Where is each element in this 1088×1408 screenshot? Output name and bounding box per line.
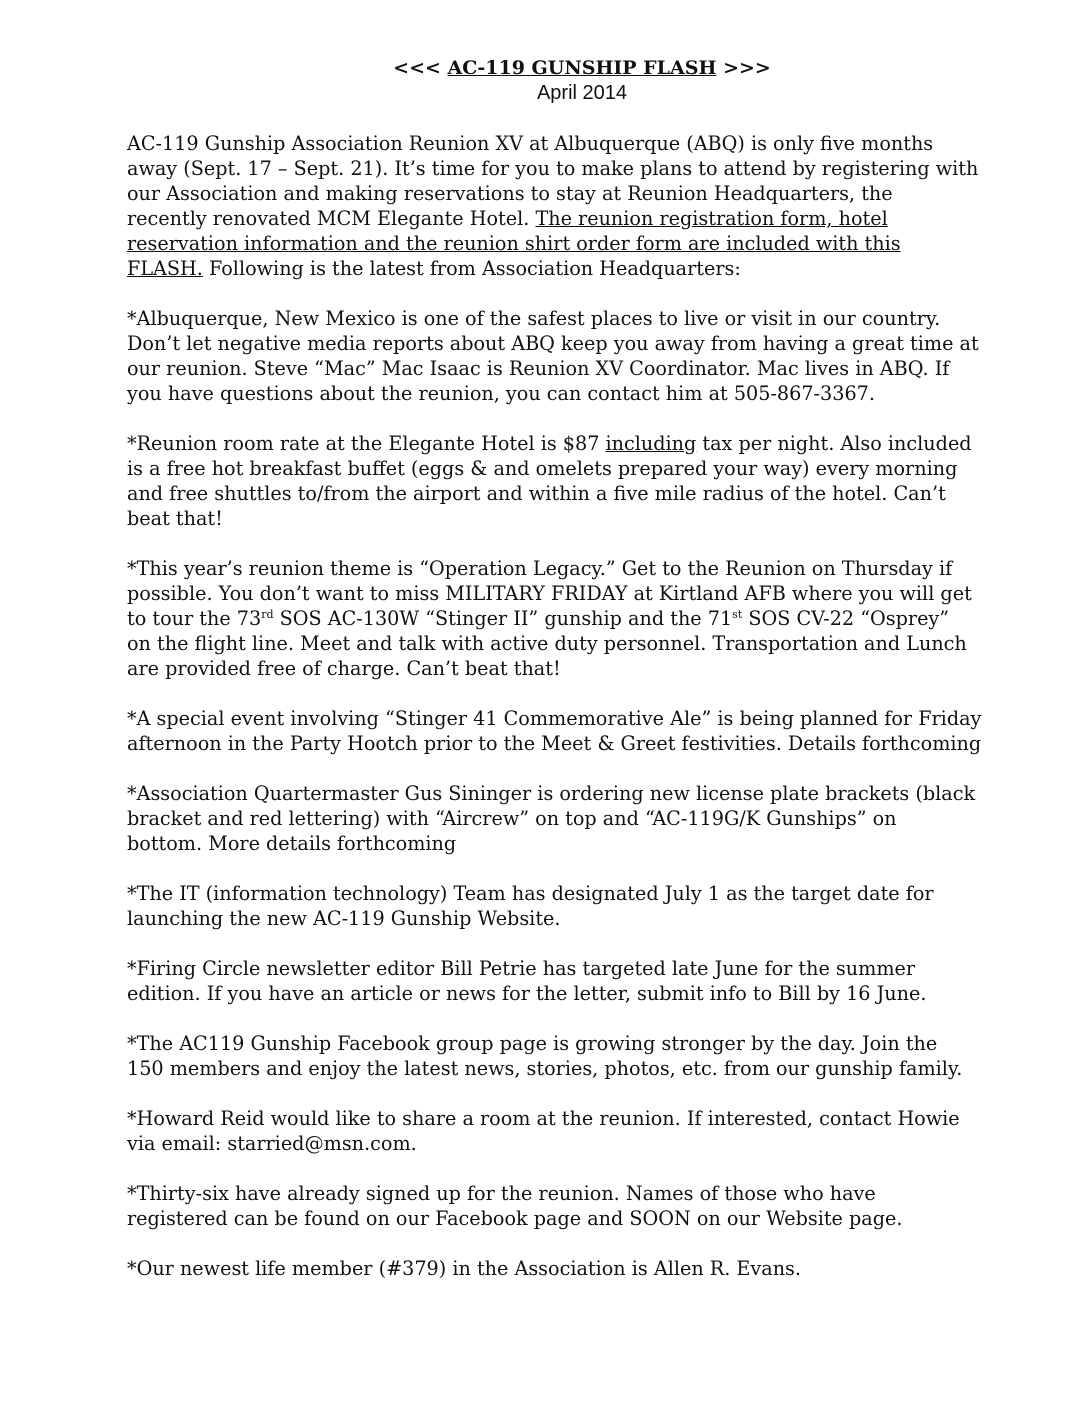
item-line: beat that!	[127, 507, 223, 530]
item-underlined-text: including	[605, 432, 697, 455]
item-signups	[127, 1181, 1037, 1231]
intro-text: recently renovated MCM Elegante Hotel.	[127, 207, 536, 230]
intro-underlined-text: The reunion registration form, hotel	[535, 207, 888, 230]
item-line: afternoon in the Party Hootch prior to the Meet & Greet festivities. Details forthcoming	[127, 732, 982, 755]
item-line: *The AC119 Gunship Facebook group page is growing stronger by the day. Join the	[127, 1032, 938, 1055]
item-room-rate	[127, 431, 1037, 531]
title-main: AC-119 GUNSHIP FLASH	[447, 57, 717, 79]
item-text: to tour the 73	[127, 607, 262, 630]
intro-underlined-text: FLASH.	[127, 257, 203, 280]
item-text: tax per night. Also included	[696, 432, 972, 455]
item-line: *This year’s reunion theme is “Operation Legacy.” Get to the Reunion on Thursday if	[127, 557, 953, 580]
item-line: *The IT (information technology) Team has designated July 1 as the target date for	[127, 882, 934, 905]
item-line: *Albuquerque, New Mexico is one of the safest places to live or visit in our country.	[127, 307, 941, 330]
item-text: *Reunion room rate at the Elegante Hotel is $87	[127, 432, 606, 455]
item-line: *Thirty-six have already signed up for the reunion. Names of those who have	[127, 1182, 876, 1205]
title-suffix: >>>	[716, 57, 771, 79]
item-line	[127, 431, 1037, 456]
item-line: *Our newest life member (#379) in the Association is Allen R. Evans.	[127, 1257, 802, 1280]
item-website	[127, 881, 1037, 931]
item-line: bracket and red lettering) with “Aircrew” on top and “AC-119G/K Gunships” on	[127, 807, 897, 830]
item-line: you have questions about the reunion, you can contact him at 505-867-3367.	[127, 382, 875, 405]
newsletter-page	[127, 56, 1037, 1306]
item-line	[127, 606, 1037, 631]
item-commemorative-ale	[127, 706, 1037, 756]
item-license-plates	[127, 781, 1037, 856]
intro-text: Following is the latest from Association Headquarters:	[202, 257, 741, 280]
item-line: our reunion. Steve “Mac” Mac Isaac is Reunion XV Coordinator. Mac lives in ABQ. If	[127, 357, 950, 380]
intro-line: AC-119 Gunship Association Reunion XV at Albuquerque (ABQ) is only five months	[127, 132, 934, 155]
intro-line: away (Sept. 17 – Sept. 21). It’s time for you to make plans to attend by registering with	[127, 157, 979, 180]
item-text: SOS AC-130W “Stinger II” gunship and the 71	[273, 607, 733, 630]
intro-line: reservation information and the reunion shirt order form are included with this	[127, 232, 901, 255]
item-line: *A special event involving “Stinger 41 Commemorative Ale” is being planned for Friday	[127, 707, 982, 730]
intro-line	[127, 256, 1037, 281]
item-line: *Association Quartermaster Gus Sininger is ordering new license plate brackets (black	[127, 782, 976, 805]
item-room-share	[127, 1106, 1037, 1156]
item-line: *Howard Reid would like to share a room at the reunion. If interested, contact Howie	[127, 1107, 960, 1130]
item-line: bottom. More details forthcoming	[127, 832, 457, 855]
item-line: possible. You don’t want to miss MILITARY FRIDAY at Kirtland AFB where you will get	[127, 582, 972, 605]
item-line: and free shuttles to/from the airport and within a five mile radius of the hotel. Can’t	[127, 482, 946, 505]
item-reunion-theme	[127, 556, 1037, 681]
item-line: are provided free of charge. Can’t beat that!	[127, 657, 561, 680]
item-newsletter	[127, 956, 1037, 1006]
item-line: *Firing Circle newsletter editor Bill Petrie has targeted late June for the summer	[127, 957, 916, 980]
ordinal-suffix: rd	[261, 608, 274, 621]
title-prefix: <<<	[393, 57, 448, 79]
item-line: 150 members and enjoy the latest news, stories, photos, etc. from our gunship family.	[127, 1057, 963, 1080]
item-life-member	[127, 1256, 1037, 1281]
item-line: registered can be found on our Facebook page and SOON on our Website page.	[127, 1207, 903, 1230]
item-line: edition. If you have an article or news for the letter, submit info to Bill by 16 June.	[127, 982, 927, 1005]
newsletter-header	[127, 56, 1037, 106]
intro-line: our Association and making reservations to stay at Reunion Headquarters, the	[127, 182, 893, 205]
ordinal-suffix: st	[732, 608, 743, 621]
newsletter-title	[127, 56, 1037, 81]
item-text: SOS CV-22 “Osprey”	[742, 607, 950, 630]
intro-line	[127, 206, 1037, 231]
item-line: on the flight line. Meet and talk with active duty personnel. Transportation and Lunch	[127, 632, 967, 655]
item-line: Don’t let negative media reports about ABQ keep you away from having a great time at	[127, 332, 979, 355]
item-line: via email: starried@msn.com.	[127, 1132, 417, 1155]
intro-paragraph	[127, 131, 1037, 281]
item-facebook	[127, 1031, 1037, 1081]
newsletter-date: April 2014	[536, 82, 628, 104]
item-line: is a free hot breakfast buffet (eggs & and omelets prepared your way) every morning	[127, 457, 958, 480]
item-line: launching the new AC-119 Gunship Website.	[127, 907, 561, 930]
item-albuquerque	[127, 306, 1037, 406]
